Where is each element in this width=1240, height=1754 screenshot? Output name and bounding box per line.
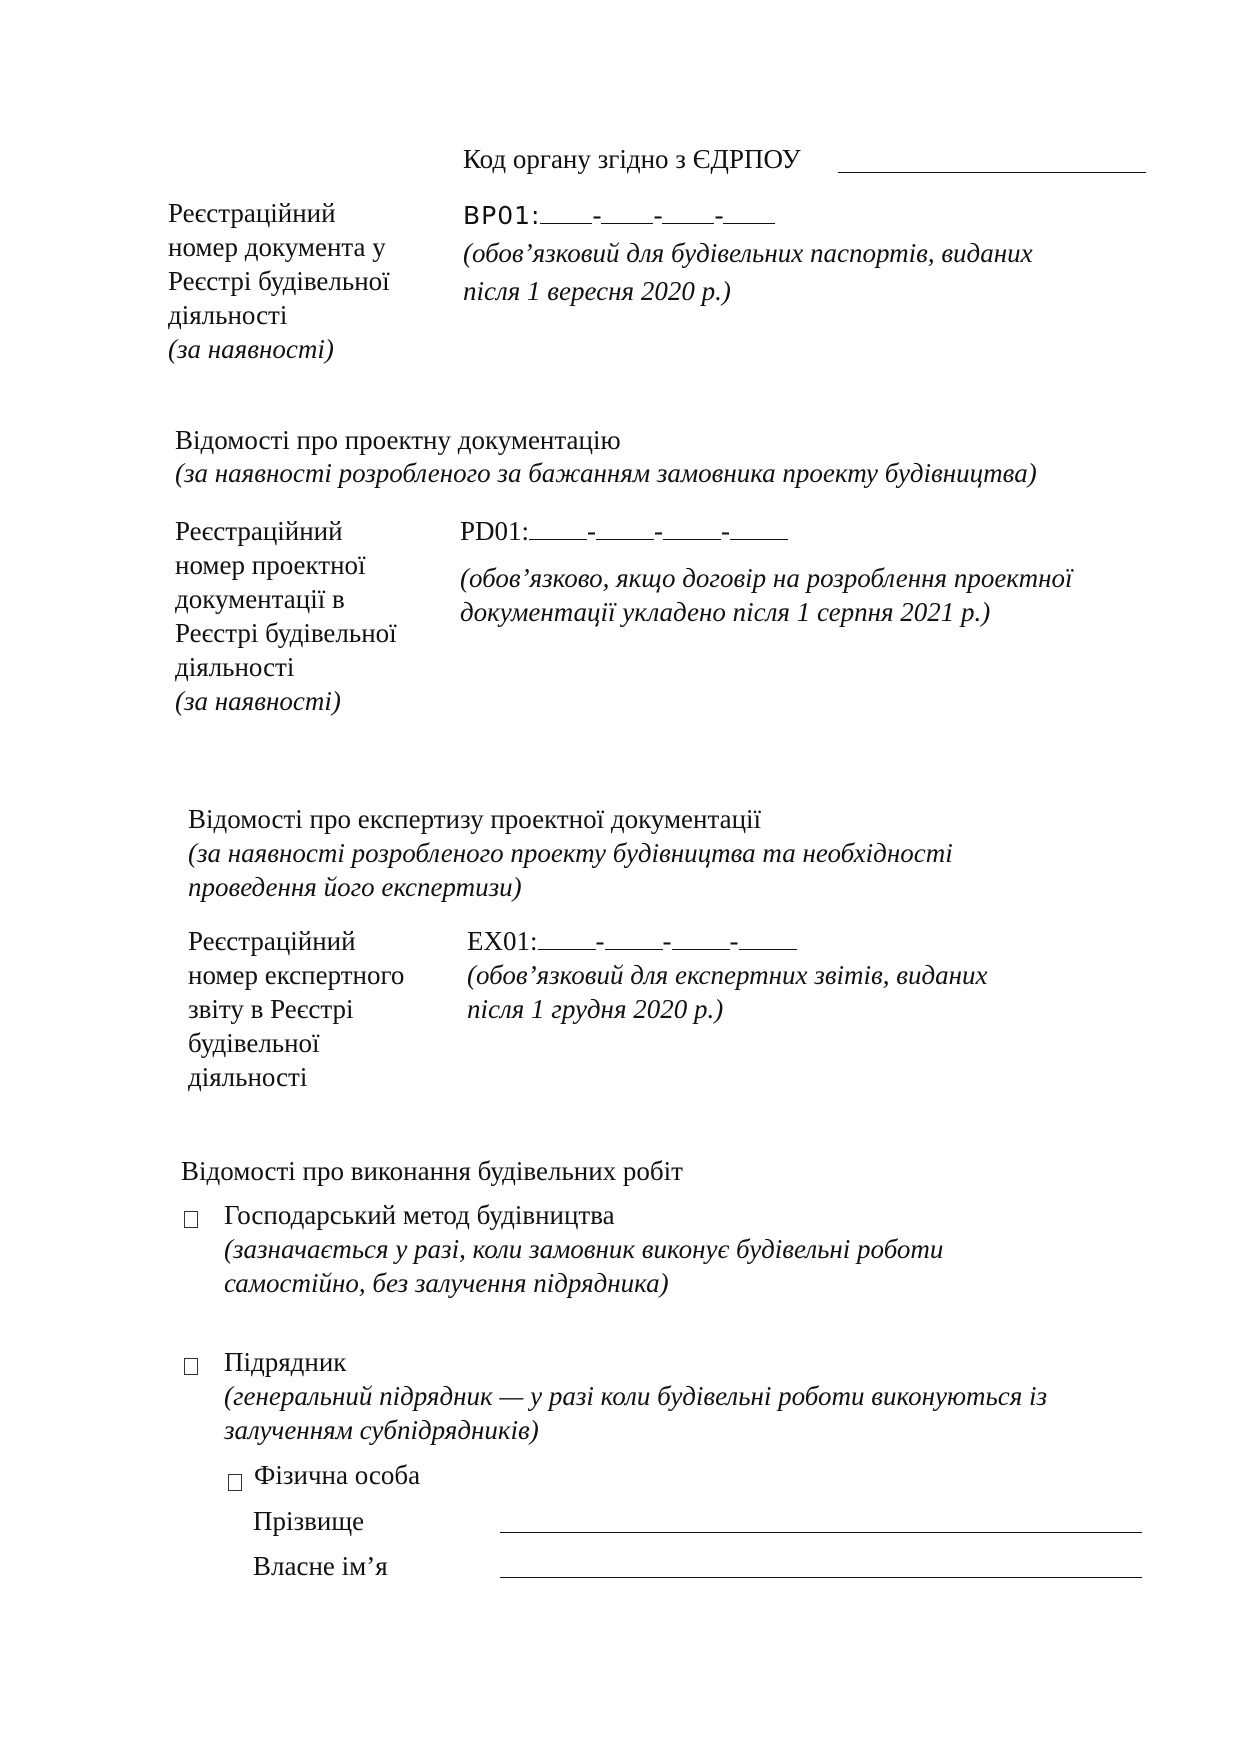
label-line: документації в (175, 584, 345, 614)
expertise-subtitle (188, 836, 953, 904)
note-line: після 1 грудня 2020 р.) (467, 994, 724, 1024)
label-line: діяльності (175, 652, 295, 682)
label-line: Реєстраційний (188, 926, 356, 956)
subtitle-line: проведення його експертизи) (188, 872, 522, 902)
subtitle-line: (за наявності розробленого проекту будівництва та необхідності (188, 838, 953, 868)
edrpou-input-line[interactable] (838, 172, 1146, 173)
building-registry-note (463, 236, 1033, 308)
surname-label: Прізвище (253, 1506, 365, 1536)
option2-note (224, 1379, 1047, 1447)
label-line: номер документа у (168, 232, 386, 262)
expertise-title: Відомості про експертизу проектної документації (188, 804, 762, 834)
code-prefix: EX01: (467, 926, 538, 956)
person-label: Фізична особа (254, 1460, 421, 1490)
label-line: діяльності (168, 300, 288, 330)
name-input-line[interactable] (500, 1577, 1142, 1578)
label-note: (за наявності) (175, 686, 341, 716)
edrpou-label: Код органу згідно з ЄДРПОУ (463, 144, 801, 174)
label-line: звіту в Реєстрі (188, 994, 354, 1024)
note-line: залученням субпідрядників) (224, 1415, 539, 1445)
note-line: самостійно, без залучення підрядника) (224, 1268, 669, 1298)
code-prefix: BP01: (463, 201, 541, 230)
expertise-label (188, 924, 448, 1094)
project-docs-title: Відомості про проектну документацію (175, 425, 621, 455)
note-line: після 1 вересня 2020 р.) (463, 276, 731, 306)
works-title: Відомості про виконання будівельних робіт (181, 1156, 683, 1186)
expertise-note (467, 958, 988, 1026)
project-docs-subtitle: (за наявності розробленого за бажанням замовника проекту будівництва) (175, 458, 1037, 488)
option2-label: Підрядник (224, 1347, 347, 1377)
option1-checkbox[interactable] (184, 1211, 198, 1228)
label-note: (за наявності) (168, 334, 334, 364)
name-label: Власне ім’я (253, 1551, 388, 1581)
note-line: документації укладено після 1 серпня 2021 р.) (460, 597, 991, 627)
person-checkbox[interactable] (228, 1474, 242, 1491)
note-line: (генеральний підрядник — у разі коли будівельні роботи виконуються із (224, 1381, 1048, 1411)
option1-label: Господарський метод будівництва (224, 1200, 615, 1230)
note-line: (обов’язковий для експертних звітів, виданих (467, 960, 988, 990)
option2-checkbox-wrap[interactable] (184, 1347, 198, 1381)
label-line: номер проектної (175, 550, 366, 580)
label-line: діяльності (188, 1062, 308, 1092)
label-line: Реєстраційний (168, 198, 336, 228)
label-line: Реєстрі будівельної (168, 266, 390, 296)
option1-checkbox-wrap[interactable] (184, 1200, 198, 1234)
label-line: номер експертного (188, 960, 405, 990)
note-line: (зазначається у разі, коли замовник виконує будівельні роботи (224, 1234, 944, 1264)
project-docs-code[interactable]: PD01: - - - (460, 514, 788, 548)
option1-note (224, 1232, 943, 1300)
expertise-code[interactable]: EX01: - - - (467, 924, 797, 958)
surname-input-line[interactable] (500, 1532, 1142, 1533)
building-registry-code[interactable]: BP01: - - - (463, 198, 775, 233)
note-line: (обов’язковий для будівельних паспортів, виданих (463, 238, 1033, 268)
code-prefix: PD01: (460, 516, 530, 546)
person-checkbox-wrap[interactable] (228, 1463, 242, 1497)
note-line: (обов’язково, якщо договір на розроблення проектної (460, 563, 1073, 593)
option2-checkbox[interactable] (184, 1358, 198, 1375)
label-line: будівельної (188, 1028, 320, 1058)
label-line: Реєстрі будівельної (175, 618, 397, 648)
building-registry-label (168, 196, 428, 366)
edrpou-row (463, 142, 801, 176)
label-line: Реєстраційний (175, 516, 343, 546)
project-docs-note (460, 561, 1072, 629)
project-docs-label (175, 514, 435, 718)
